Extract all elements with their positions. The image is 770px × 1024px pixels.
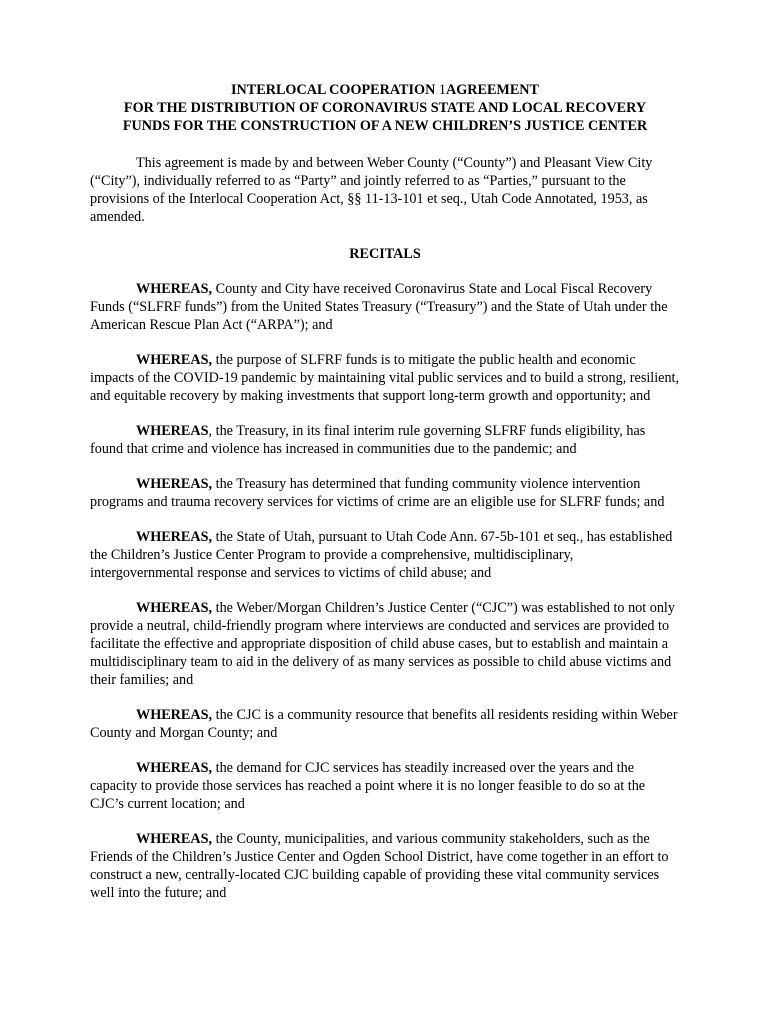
recital-lead: WHEREAS,: [136, 707, 213, 723]
recital-lead: WHEREAS,: [136, 352, 213, 368]
title-line-1-text-a: INTERLOCAL COOPERATION: [231, 82, 439, 98]
recital-text: the Weber/Morgan Children’s Justice Center (“CJC”) was established to not only provide a neutral, child-friendly program where interviews are conducted and services are provided to facilitate the effective and appropriate disposition of child abuse cases, but to establish and maintain a multidisciplinary team to aid in the delivery of as many services as possible to child abuse victims and their families; and: [90, 600, 675, 688]
recital-paragraph: [90, 830, 680, 902]
recital-text: the County, municipalities, and various community stakeholders, such as the Friends of the Children’s Justice Center and Ogden School District, have come together in an effort to construct a new, centrally-located CJC building capable of providing these vital community services well into the future; and: [90, 831, 669, 901]
recital-lead: WHEREAS,: [136, 281, 213, 297]
recital-paragraph: [90, 280, 680, 334]
recital-paragraph: [90, 759, 680, 813]
title-line-1-text-b: AGREEMENT: [445, 82, 539, 98]
recital-lead: WHEREAS,: [136, 600, 213, 616]
title-line-1: [90, 81, 680, 99]
recital-lead: WHEREAS,: [136, 760, 213, 776]
title-line-2: FOR THE DISTRIBUTION OF CORONAVIRUS STATE AND LOCAL RECOVERY: [123, 100, 647, 116]
footnote-marker: 1: [438, 82, 446, 98]
document-title: [90, 81, 680, 135]
intro-paragraph: This agreement is made by and between Weber County (“County”) and Pleasant View City (“City”), individually referred to as “Party” and jointly referred to as “Parties,” pursuant to the provisions of the Interlocal Cooperation Act, §§ 11-13-101 et seq., Utah Code Annotated, 1953, as amended.: [90, 155, 653, 225]
recital-paragraph: [90, 599, 680, 689]
recitals-heading: RECITALS: [349, 246, 421, 262]
recital-text: County and City have received Coronavirus State and Local Fiscal Recovery Funds (“SLFRF funds”) from the United States Treasury (“Treasury”) and the State of Utah under the American Rescue Plan Act (“ARPA”); and: [90, 281, 668, 333]
recital-paragraph: [90, 422, 680, 458]
recital-text: , the Treasury, in its final interim rule governing SLFRF funds eligibility, has found that crime and violence has increased in communities due to the pandemic; and: [90, 423, 646, 457]
recitals-list: [90, 280, 680, 902]
recital-text: the CJC is a community resource that benefits all residents residing within Weber County and Morgan County; and: [90, 707, 678, 741]
recital-text: the demand for CJC services has steadily increased over the years and the capacity to provide those services has reached a point where it is no longer feasible to do so at the CJC’s current location; and: [90, 760, 646, 812]
recital-paragraph: [90, 351, 680, 405]
recital-lead: WHEREAS: [136, 423, 209, 439]
recital-text: the Treasury has determined that funding community violence intervention programs and trauma recovery services for victims of crime are an eligible use for SLFRF funds; and: [90, 476, 665, 510]
recital-paragraph: [90, 475, 680, 511]
document-page: [90, 81, 680, 902]
recital-text: the State of Utah, pursuant to Utah Code Ann. 67-5b-101 et seq., has established the Children’s Justice Center Program to provide a comprehensive, multidisciplinary, intergovernmental response and services to victims of child abuse; and: [90, 529, 673, 581]
title-line-3: FUNDS FOR THE CONSTRUCTION OF A NEW CHILDREN’S JUSTICE CENTER: [122, 118, 648, 134]
recital-lead: WHEREAS,: [136, 476, 213, 492]
recital-paragraph: [90, 706, 680, 742]
recital-text: the purpose of SLFRF funds is to mitigate the public health and economic impacts of the COVID-19 pandemic by maintaining vital public services and to build a strong, resilient, and equitable recovery by making investments that support long-term growth and opportunity; and: [90, 352, 680, 404]
recital-lead: WHEREAS,: [136, 529, 213, 545]
recital-paragraph: [90, 528, 680, 582]
recital-lead: WHEREAS,: [136, 831, 213, 847]
